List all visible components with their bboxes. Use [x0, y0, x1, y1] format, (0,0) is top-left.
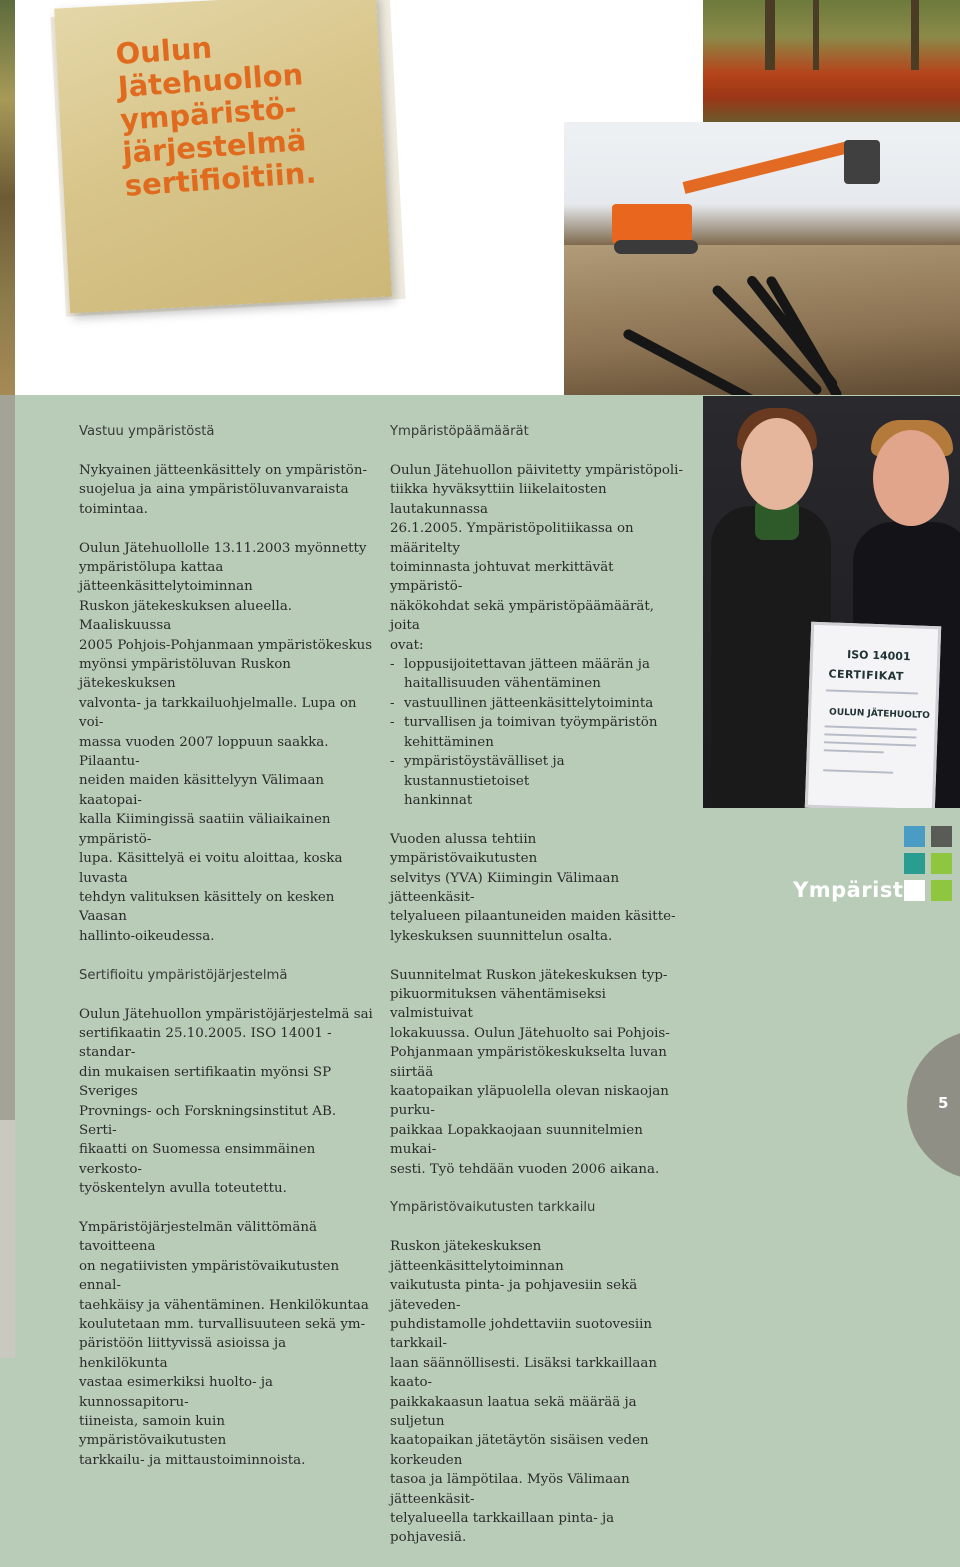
heading-paamaarat: Ympäristöpäämäärät [390, 424, 529, 439]
paragraph: Oulun Jätehuollolle 13.11.2003 myönnetty ympäristölupa kattaa jätteenkäsittelytoiminnan Ruskon jätekeskuksen alueella. Maaliskuussa 2005 Pohjois-Pohjanmaan ympäristökeskus myönsi ympäristöluvan Ruskon jätekeskuksen valvonta- ja tarkkailuohjelmalle. Lupa on voi- massa vuoden 2007 loppuun saakka. Pilaantu- neiden maiden käsittelyyn Välimaan kaatopai- kalla Kiimingissä saatiin väliaikainen ympäristö- lupa. Käsittelyä ei voitu aloittaa, koska luvasta tehdyn valituksen käsittely on kesken Vaasan hallinto-oikeudessa. [79, 540, 373, 944]
color-square [904, 853, 925, 874]
color-square [931, 853, 952, 874]
excavation-photo [564, 122, 960, 395]
page-number: 5 [938, 1094, 949, 1112]
certificate-standard: ISO 14001 [846, 648, 911, 664]
color-square [931, 826, 952, 847]
hero-title: Oulun Jätehuollon ympäristö- järjestelmä sertifioitiin. [114, 30, 318, 203]
list-item: - turvallisen ja toimivan työympäristön kehittäminen [390, 713, 685, 752]
certificate-photo [703, 396, 960, 808]
paragraph: Oulun Jätehuollon päivitetty ympäristöpoli- tiikka hyväksyttiin liikelaitosten lautakunnassa 26.1.2005. Ympäristöpolitiikassa on määritelty toiminnasta johtuvat merkittävät ympäristö- näkökohdat sekä ympäristöpäämäärät, joita ovat: [390, 463, 683, 653]
paragraph: Ruskon jätekeskuksen jätteenkäsittelytoiminnan vaikutusta pinta- ja pohjavesiin sekä jäteveden- puhdistamolle johdettaviin suotovesiin tarkkail- laan säännöllisesti. Lisäksi tarkkaillaan kaato- paikkakaasun laatua sekä määrää ja suljetun kaatopaikan jätetäytön sisäisen veden korkeuden tasoa ja lämpötilaa. Myös Välimaan jätteenkäsit- telyalueella tarkkaillaan pinta- ja pohjavesiä. [390, 1239, 657, 1546]
list-item: - vastuullinen jätteenkäsittelytoiminta [390, 694, 685, 713]
paragraph: Suunnitelmat Ruskon jätekeskuksen typ- pikuormituksen vähentämiseksi valmistuivat lokakuussa. Oulun Jätehuolto sai Pohjois- Pohjanmaan ympäristökeskukselta luvan siirtää kaatopaikan yläpuolella olevan niskaojan purku- paikkaa Lopakkaojaan suunnitelmien mukai- sesti. Työ tehdään vuoden 2006 aikana. [390, 967, 670, 1177]
paragraph: Vuoden alussa tehtiin ympäristövaikutusten selvitys (YVA) Kiimingin Välimaan jätteenkäsit- telyalueen pilaantuneiden maiden käsitte- lykeskuksen suunnittelun osalta. [390, 831, 676, 944]
list-item: - loppusijoitettavan jätteen määrän ja haitallisuuden vähentäminen [390, 655, 685, 694]
edge-band-light [0, 1120, 15, 1358]
forest-photo-sliver [0, 0, 15, 395]
heading-vastuu: Vastuu ympäristöstä [79, 424, 215, 439]
heathland-photo [703, 0, 960, 122]
iso-certificate [805, 622, 941, 808]
paragraph: Ympäristöjärjestelmän välittömänä tavoitteena on negatiivisten ympäristövaikutusten ennal- taehkäisy ja vähentäminen. Henkilökuntaa koulutetaan mm. turvallisuuteen sekä ym- päristöön liittyvissä asioissa ja henkilökunta vastaa esimerkiksi huolto- ja kunnossapitoru- tiineista, samoin kuin ympäristövaikutusten tarkkailu- ja mittaustoiminnoista. [79, 1219, 369, 1468]
goals-list [390, 655, 685, 810]
paragraph: Nykyainen jätteenkäsittely on ympäristön- suojelua ja aina ympäristöluvanvaraista toimintaa. [79, 463, 367, 517]
text-column-left [79, 422, 374, 1490]
text-column-right [390, 422, 685, 1567]
heading-tarkkailu: Ympäristövaikutusten tarkkailu [390, 1200, 596, 1216]
paragraph: Oulun Jätehuollon ympäristöjärjestelmä sai sertifikaatin 25.10.2005. ISO 14001 -standar- din mukaisen sertifikaatin myönsi SP Sveriges Provnings- och Forskningsinstitut AB. Serti- fikaatti on Suomessa ensimmäinen verkosto- työskentelyn avulla toteutettu. [79, 1006, 373, 1197]
certificate-organization: OULUN JÄTEHUOLTO [828, 707, 931, 721]
section-label: Ympäristö [793, 878, 919, 902]
page-number-badge [907, 1030, 960, 1180]
heading-sertifioitu: Sertifioitu ympäristöjärjestelmä [79, 967, 288, 983]
color-square [904, 826, 925, 847]
left-edge-strip [0, 0, 15, 1358]
color-square [931, 880, 952, 901]
certificate-title: CERTIFIKAT [828, 667, 905, 684]
edge-band [0, 395, 15, 1120]
list-item: - ympäristöystävälliset ja kustannustietoiset hankinnat [390, 752, 685, 810]
